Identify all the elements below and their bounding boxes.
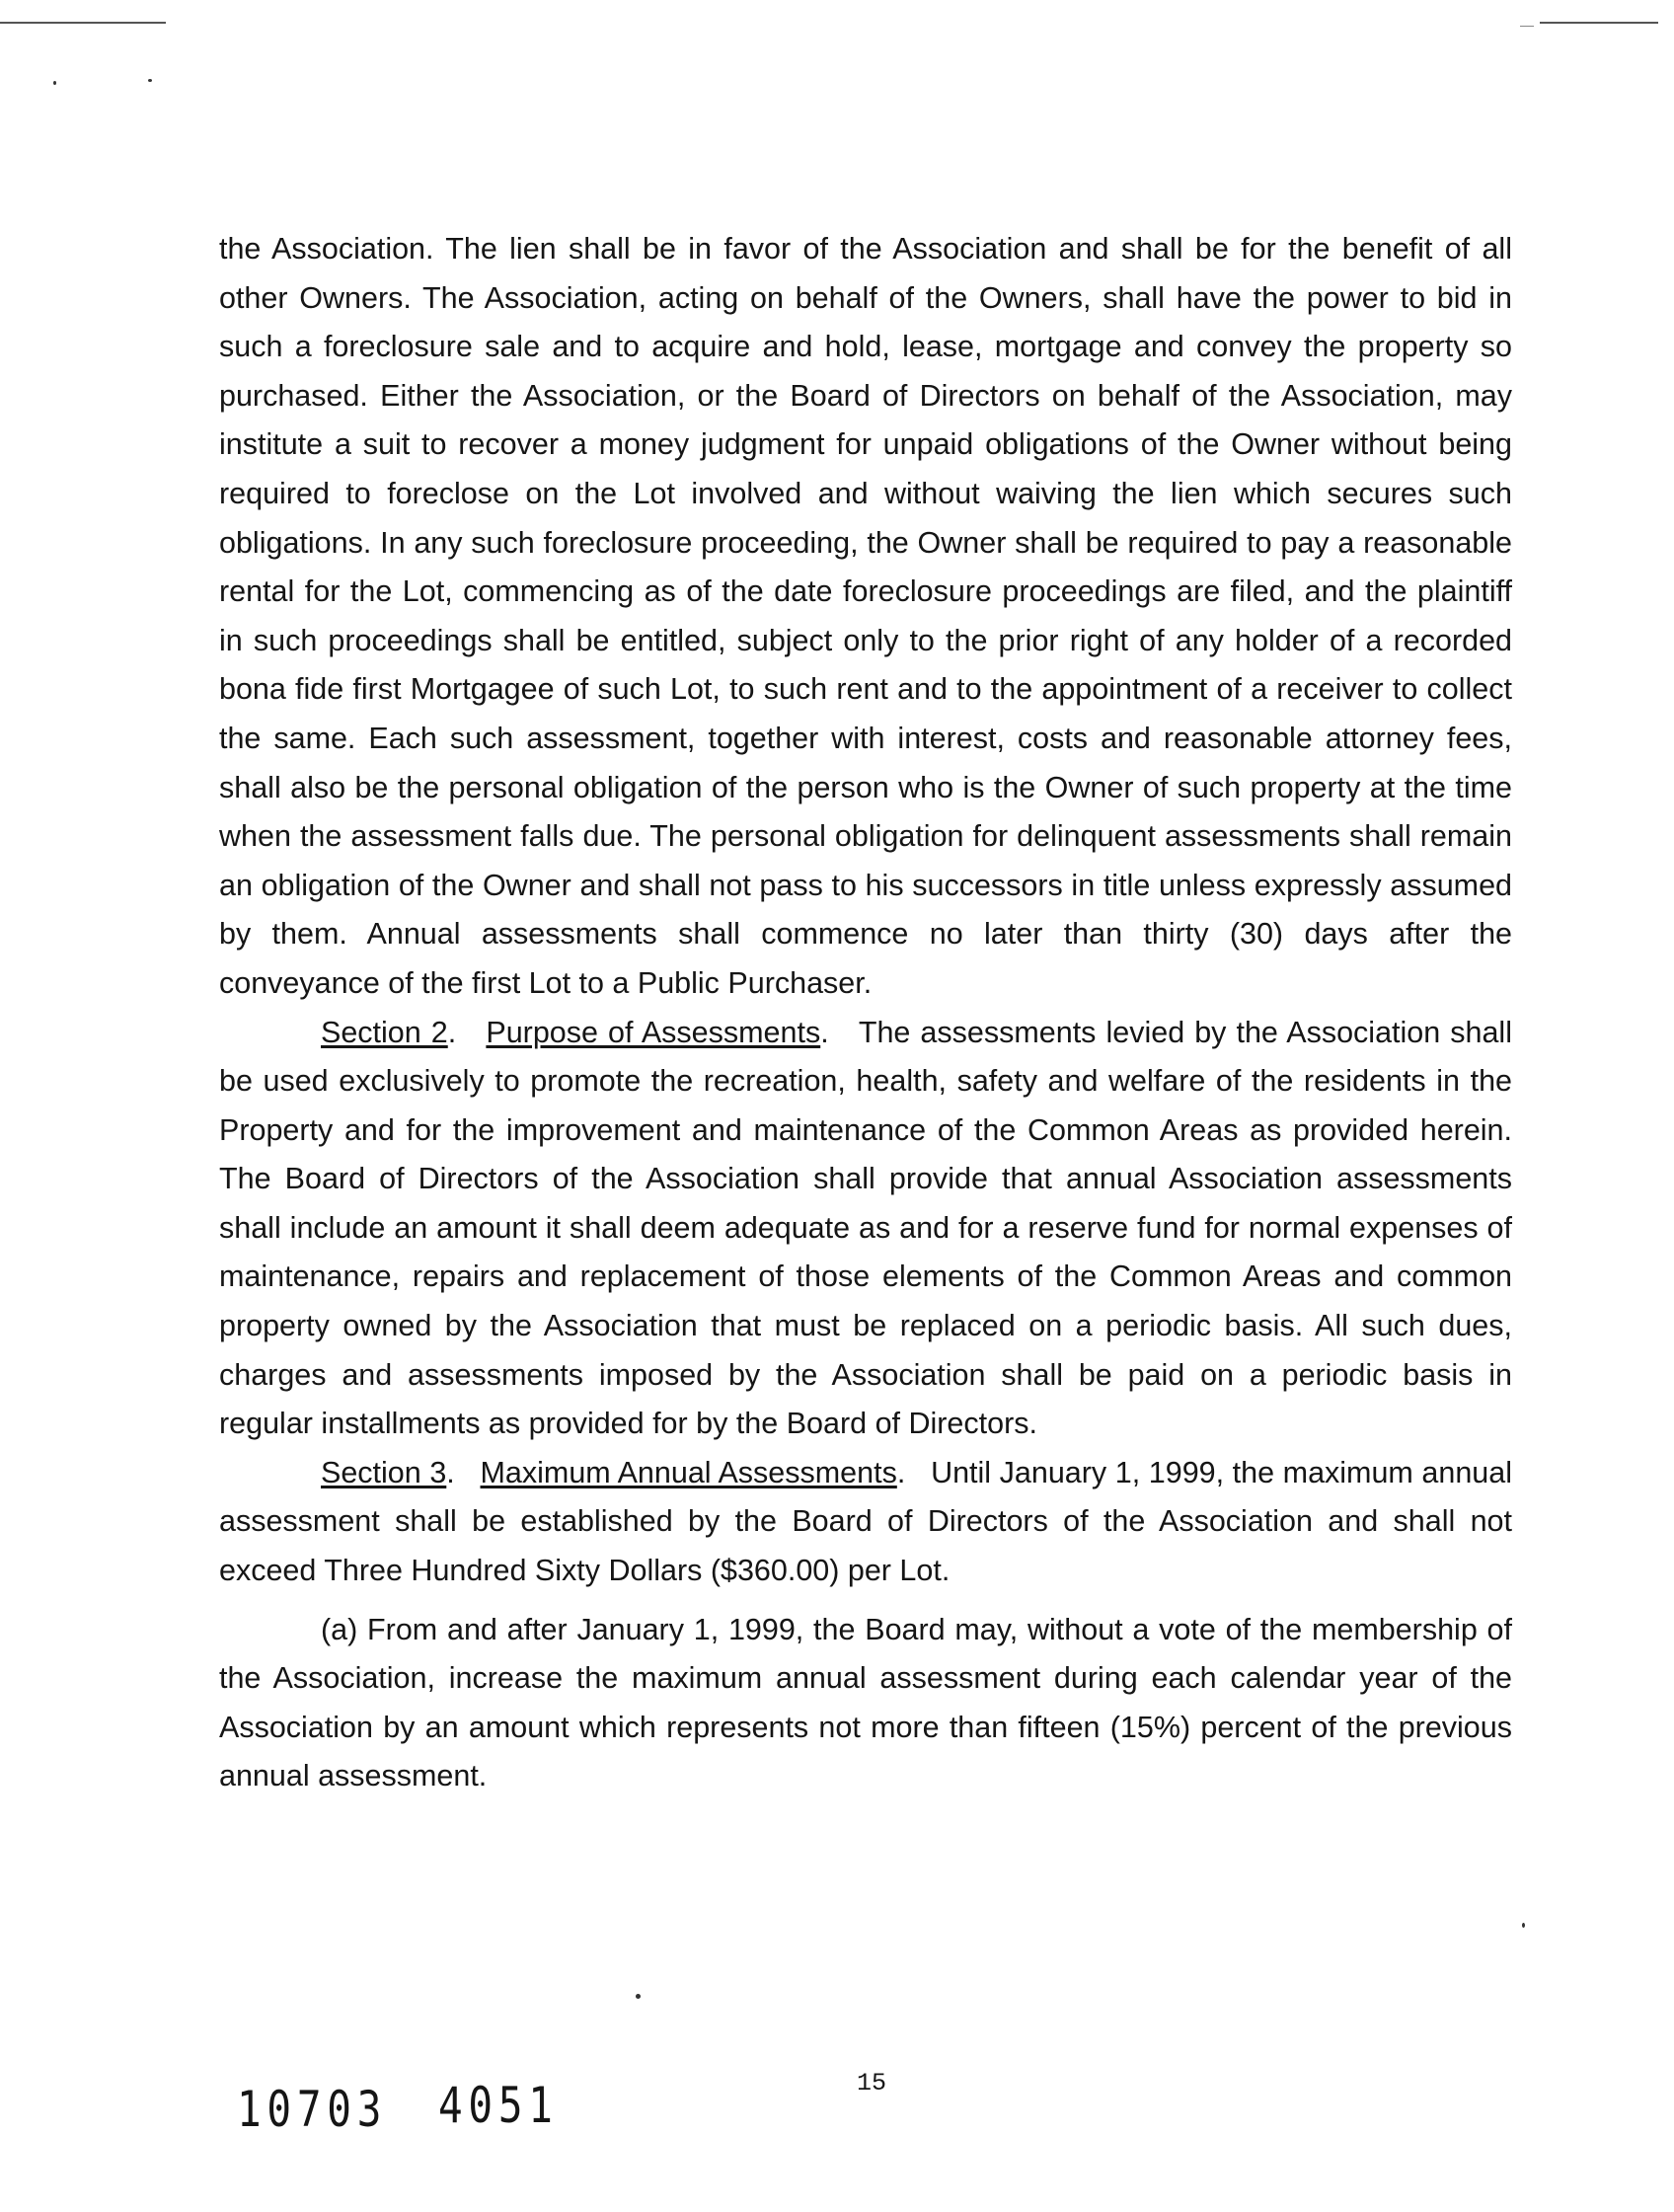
section-3-text: Until January 1, 1999, the maximum annual assessment shall be established by the Board of Directors of the Association and shall not exceed Three Hundred Sixty Dollars ($360.00) per Lot. [219, 1455, 1512, 1588]
paragraph-lien-continuation: the Association. The lien shall be in favor of the Association and shall be for the benefit of all other Owners. The Association, acting on behalf of the Owners, shall have the power to bid in such a foreclosure sale and to acquire and hold, lease, mortgage and convey the property so purchased. Either the Association, or the Board of Directors on behalf of the Association, may institute a suit to recover a money judgment for unpaid obligations of the Owner without being required to foreclose on the Lot involved and without waiving the lien which secures such obligations. In any such foreclosure proceeding, the Owner shall be required to pay a reasonable rental for the Lot, commencing as of the date foreclosure proceedings are filed, and the plaintiff in such proceedings shall be entitled, subject only to the prior right of any holder of a recorded bona fide first Mortgagee of such Lot, to such rent and to the appointment of a receiver to collect the same. Each such assessment, together with interest, costs and reasonable attorney fees, shall also be the personal obligation of the person who is the Owner of such property at the time when the assessment falls due. The personal obligation for delinquent assessments shall remain an obligation of the Owner and shall not pass to his successors in title unless expressly assumed by them. Annual assessments shall commence no later than thirty (30) days after the conveyance of the first Lot to a Public Purchaser. [219, 232, 1512, 1000]
section-2-paragraph: Section 2. Purpose of Assessments. The assessments levied by the Association shall be used exclusively to promote the recreation, health, safety and welfare of the residents in the Property and for the improvement and maintenance of the Common Areas as provided herein. The Board of Directors of the Association shall provide that annual Association assessments shall include an amount it shall deem adequate as and for a reserve fund for normal expenses of maintenance, repairs and replacement of those elements of the Common Areas and common property owned by the Association that must be replaced on a periodic basis. All such dues, charges and assessments imposed by the Association shall be paid on a periodic basis in regular installments as provided for by the Board of Directors. [219, 1015, 1512, 1441]
recording-page-stamp: 4051 [438, 2077, 559, 2134]
section-2-label: Section 2 [321, 1015, 448, 1049]
section-3-label: Section 3 [321, 1455, 447, 1489]
scan-speck [148, 79, 152, 82]
scan-edge-dash [1520, 26, 1534, 27]
recording-book-stamp: 10703 [237, 2081, 388, 2138]
document-body [219, 225, 1512, 1801]
scan-edge-line-right [1540, 22, 1658, 24]
section-3-subsection-a: (a) From and after January 1, 1999, the Board may, without a vote of the membership of the Association, increase the maximum annual assessment during each calendar year of the Association by an amount which represents not more than fifteen (15%) percent of the previous annual assessment. [219, 1612, 1512, 1793]
scan-speck [1522, 1923, 1525, 1928]
section-2-text: The assessments levied by the Association shall be used exclusively to promote the recreation, health, safety and welfare of the residents in the Property and for the improvement and maintenance of the Common Areas as provided herein. The Board of Directors of the Association shall provide that annual Association assessments shall include an amount it shall deem adequate as and for a reserve fund for normal expenses of maintenance, repairs and replacement of those elements of the Common Areas and common property owned by the Association that must be replaced on a periodic basis. All such dues, charges and assessments imposed by the Association shall be paid on a periodic basis in regular installments as provided for by the Board of Directors. [219, 1015, 1512, 1441]
scan-speck [53, 81, 56, 85]
scan-edge-line-left [0, 22, 166, 24]
section-3-paragraph: Section 3. Maximum Annual Assessments. Until January 1, 1999, the maximum annual assessment shall be established by the Board of Directors of the Association and shall not exceed Three Hundred Sixty Dollars ($360.00) per Lot. [219, 1455, 1512, 1588]
section-2-title: Purpose of Assessments [486, 1015, 821, 1049]
page-number: 15 [857, 2069, 887, 2098]
scan-speck [636, 1994, 641, 1999]
section-3-title: Maximum Annual Assessments [480, 1455, 897, 1489]
